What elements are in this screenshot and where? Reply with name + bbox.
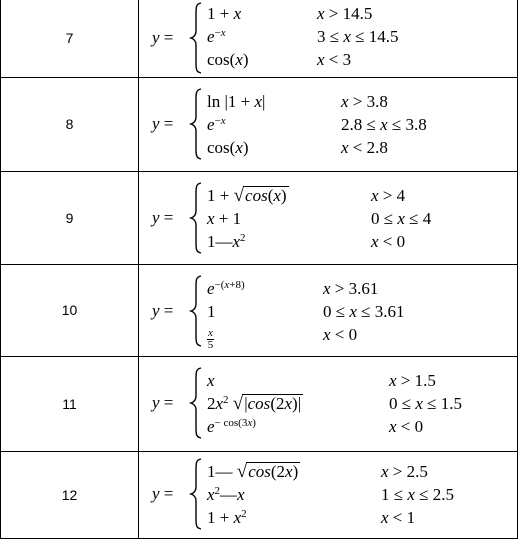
variant-number: 11 bbox=[1, 356, 139, 451]
left-brace-icon bbox=[189, 2, 203, 74]
case-condition: x > 3.61 bbox=[323, 278, 379, 298]
piecewise-function bbox=[139, 0, 518, 77]
case-condition: x < 3 bbox=[317, 50, 352, 69]
case-expression: $e^{-x}$ bbox=[207, 27, 226, 46]
case-condition: x < 2.8 bbox=[341, 137, 388, 157]
case-condition: 0 ≤ x ≤ 4 bbox=[371, 208, 432, 228]
function-lhs: y = bbox=[152, 113, 174, 133]
function-lhs: y = bbox=[152, 392, 174, 412]
left-brace-icon bbox=[189, 367, 203, 439]
table-row bbox=[1, 0, 518, 77]
case-condition: x < 0 bbox=[371, 231, 406, 251]
left-brace-icon bbox=[189, 88, 203, 160]
case-expression: 1 + √cos(x) bbox=[207, 184, 287, 206]
case-condition: x < 0 bbox=[323, 324, 358, 344]
case-expression: $1 + x^2$ bbox=[207, 507, 247, 527]
case-condition: x > 1.5 bbox=[389, 370, 436, 390]
case-condition: 0 ≤ x ≤ 3.61 bbox=[323, 301, 405, 321]
function-lhs: y = bbox=[152, 300, 174, 320]
function-lhs: y = bbox=[152, 207, 174, 227]
function-lhs: y = bbox=[152, 483, 174, 503]
case-expression: $2x^2$ √|cos(2x)| bbox=[207, 392, 302, 414]
variant-number: 12 bbox=[1, 451, 139, 538]
case-expression: 1— √cos(2x) bbox=[207, 460, 299, 482]
case-condition: x < 1 bbox=[381, 507, 416, 527]
case-expression: 1 + x bbox=[207, 4, 242, 23]
variant-number: 7 bbox=[1, 0, 139, 77]
left-brace-icon bbox=[189, 275, 203, 347]
case-expression: cos(x) bbox=[207, 50, 249, 69]
piecewise-function bbox=[139, 264, 518, 356]
case-expression: $e^{-(x+8)}$ bbox=[207, 278, 245, 298]
case-condition: 3 ≤ x ≤ 14.5 bbox=[317, 27, 399, 46]
table-row bbox=[1, 171, 518, 264]
piecewise-function bbox=[139, 77, 518, 171]
case-expression: cos(x) bbox=[207, 137, 249, 157]
function-lhs: y = bbox=[152, 28, 174, 48]
piecewise-function bbox=[139, 356, 518, 451]
table-row bbox=[1, 356, 518, 451]
case-condition: x > 4 bbox=[371, 185, 406, 205]
case-expression: ln |1 + x| bbox=[207, 91, 266, 111]
case-condition: 0 ≤ x ≤ 1.5 bbox=[389, 393, 462, 413]
case-expression: $e^{-x}$ bbox=[207, 114, 226, 134]
piecewise-function bbox=[139, 451, 518, 538]
case-expression: 1 bbox=[207, 301, 216, 321]
case-expression: x + 1 bbox=[207, 208, 242, 228]
case-condition: 1 ≤ x ≤ 2.5 bbox=[381, 484, 454, 504]
variant-number: 9 bbox=[1, 171, 139, 264]
table-row bbox=[1, 77, 518, 171]
case-condition: x > 14.5 bbox=[317, 4, 373, 23]
case-expression: $\frac{x}{5}$ bbox=[207, 326, 214, 351]
case-condition: x > 2.5 bbox=[381, 461, 428, 481]
left-brace-icon bbox=[189, 182, 203, 254]
case-condition: 2.8 ≤ x ≤ 3.8 bbox=[341, 114, 427, 134]
table-row bbox=[1, 451, 518, 538]
case-expression: x bbox=[207, 370, 215, 390]
case-condition: x > 3.8 bbox=[341, 91, 388, 111]
case-condition: x < 0 bbox=[389, 416, 424, 436]
case-expression: $e^{- cos(3x)}$ bbox=[207, 416, 256, 436]
piecewise-function bbox=[139, 171, 518, 264]
case-expression: $x^2—x$ bbox=[207, 484, 245, 504]
table-row bbox=[1, 264, 518, 356]
variant-number: 8 bbox=[1, 77, 139, 171]
case-expression: $1—x^2$ bbox=[207, 231, 246, 251]
variant-number: 10 bbox=[1, 264, 139, 356]
left-brace-icon bbox=[189, 458, 203, 530]
